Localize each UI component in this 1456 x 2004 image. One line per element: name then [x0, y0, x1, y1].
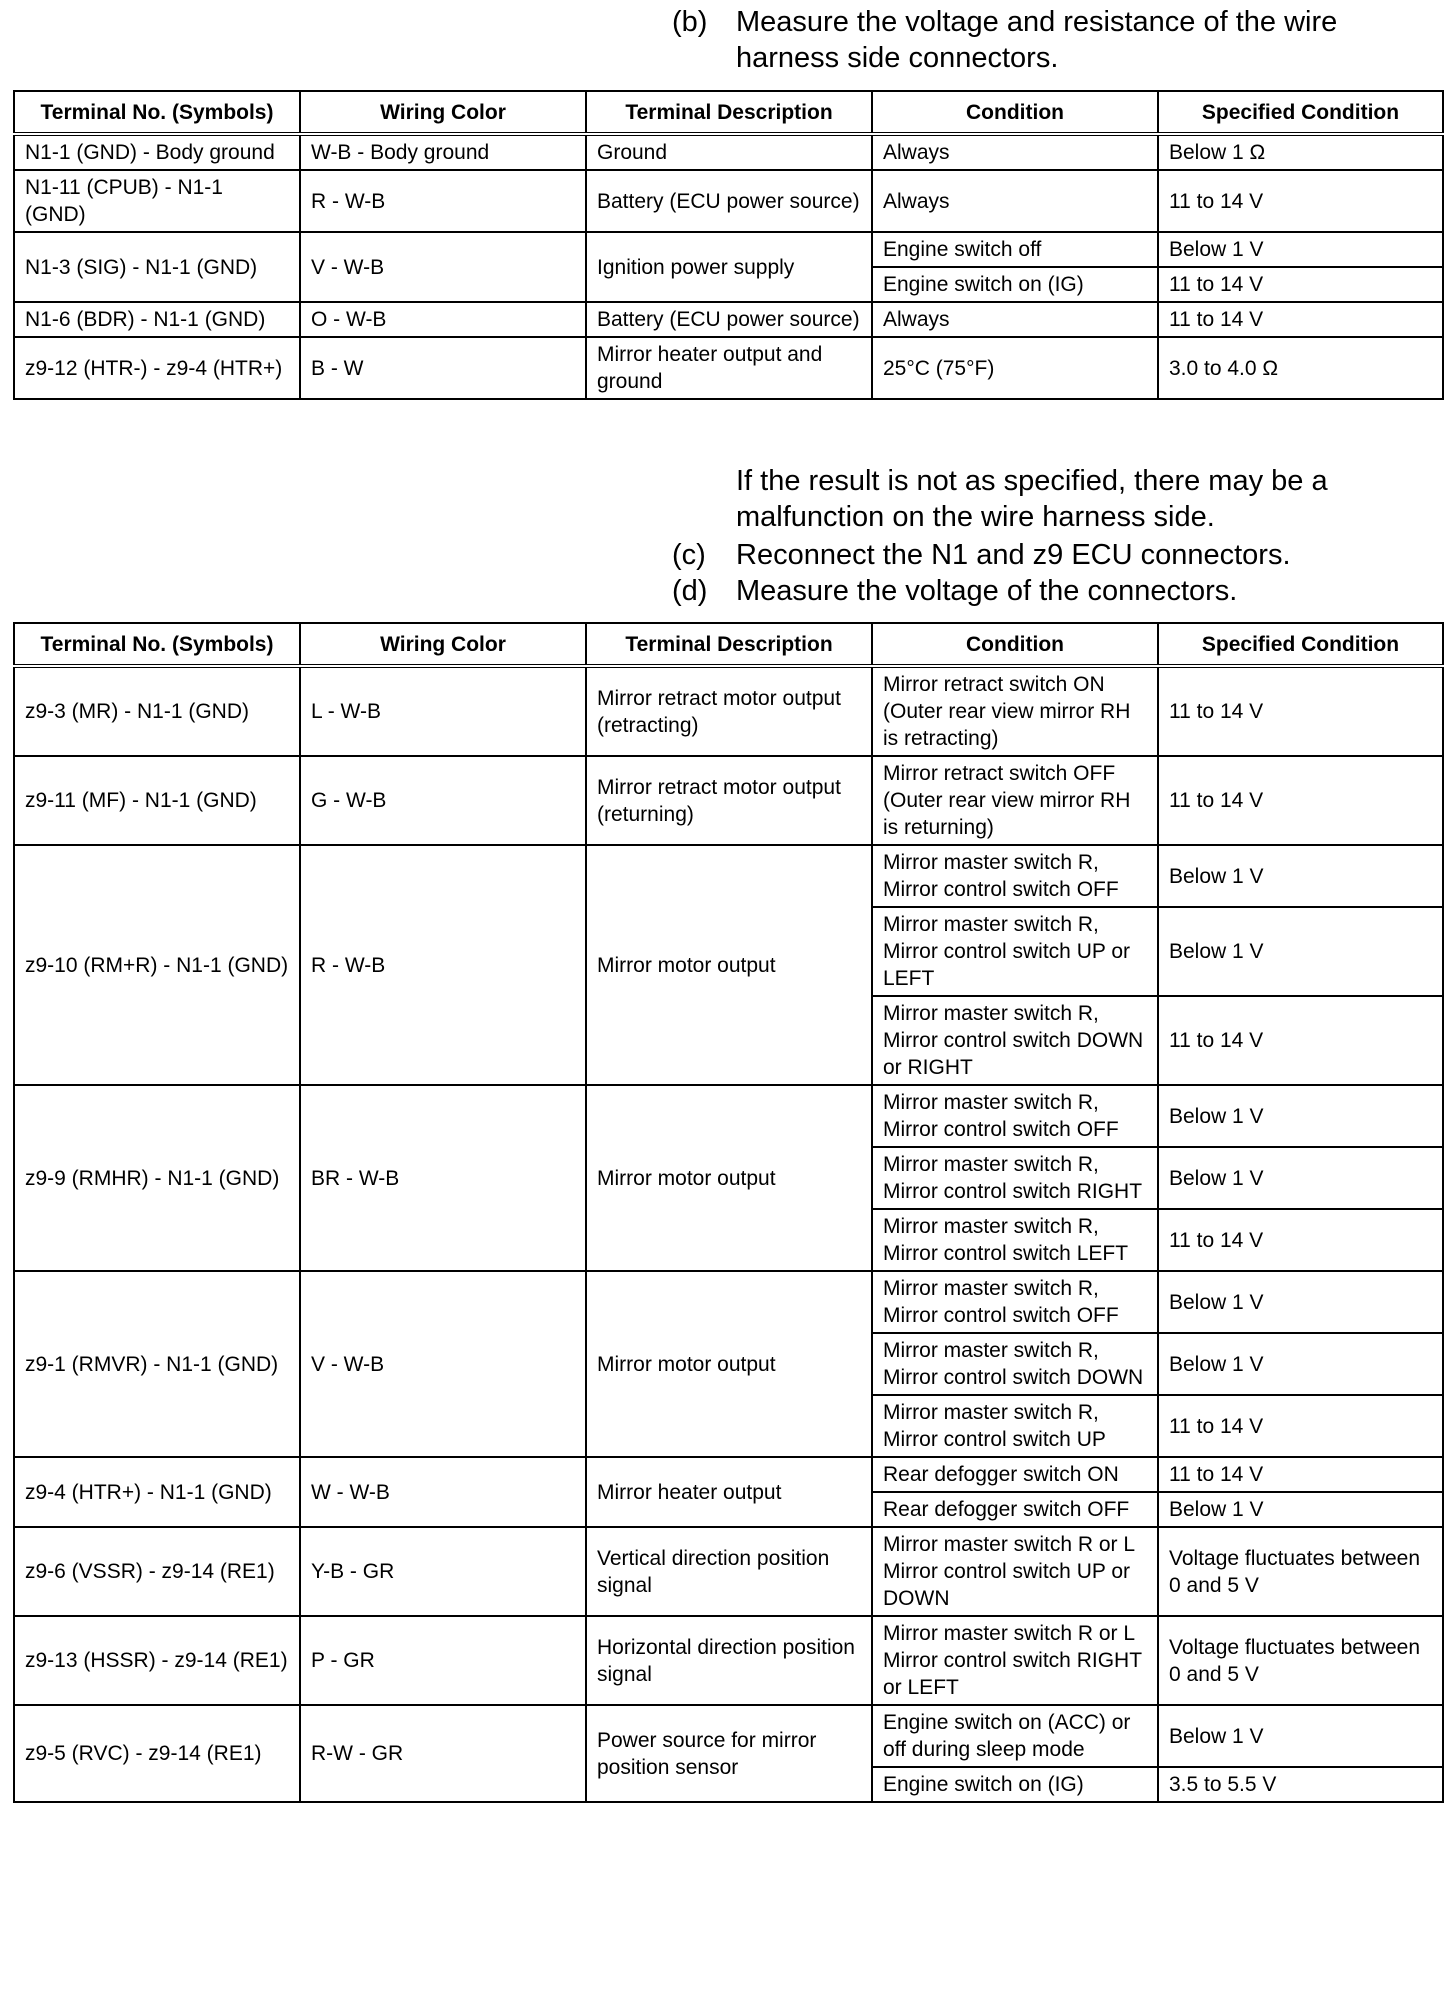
header-terminal-description: Terminal Description — [586, 623, 872, 666]
wiring-color-cell: V - W-B — [300, 1271, 586, 1457]
condition-cell: Engine switch on (IG) — [872, 1767, 1158, 1802]
condition-cell: Mirror master switch R, Mirror control switch OFF — [872, 1271, 1158, 1333]
specified-condition-cell: 11 to 14 V — [1158, 666, 1443, 756]
voltage-spec-table — [13, 622, 1444, 1803]
step-c — [672, 537, 1412, 573]
table-row — [14, 1705, 1443, 1767]
condition-cell: 25°C (75°F) — [872, 337, 1158, 399]
terminal-description-cell: Vertical direction position signal — [586, 1527, 872, 1616]
specified-condition-cell: 11 to 14 V — [1158, 1395, 1443, 1457]
specified-condition-cell: Below 1 V — [1158, 1271, 1443, 1333]
specified-condition-cell: Voltage fluctuates between 0 and 5 V — [1158, 1527, 1443, 1616]
condition-cell: Mirror retract switch ON (Outer rear view mirror RH is retracting) — [872, 666, 1158, 756]
step-d-letter: (d) — [672, 575, 708, 607]
step-b-text: Measure the voltage and resistance of the wire harness side connectors. — [736, 6, 1338, 74]
wiring-color-cell: V - W-B — [300, 232, 586, 302]
specified-condition-cell: Below 1 V — [1158, 1492, 1443, 1527]
terminal-description-cell: Power source for mirror position sensor — [586, 1705, 872, 1802]
wiring-color-cell: O - W-B — [300, 302, 586, 337]
header-specified-condition: Specified Condition — [1158, 91, 1443, 134]
condition-cell: Mirror master switch R, Mirror control switch UP or LEFT — [872, 907, 1158, 996]
condition-cell: Always — [872, 170, 1158, 232]
resistance-spec-table — [13, 90, 1444, 400]
wiring-color-cell: R - W-B — [300, 170, 586, 232]
terminal-cell: z9-3 (MR) - N1-1 (GND) — [14, 666, 300, 756]
table-header-row — [14, 623, 1443, 666]
specified-condition-cell: Below 1 V — [1158, 907, 1443, 996]
table-row — [14, 1527, 1443, 1616]
condition-cell: Mirror master switch R, Mirror control switch OFF — [872, 1085, 1158, 1147]
specified-condition-cell: 11 to 14 V — [1158, 170, 1443, 232]
wiring-color-cell: G - W-B — [300, 756, 586, 845]
table-row — [14, 1457, 1443, 1492]
terminal-description-cell: Ground — [586, 134, 872, 170]
specified-condition-cell: 3.5 to 5.5 V — [1158, 1767, 1443, 1802]
wiring-color-cell: R-W - GR — [300, 1705, 586, 1802]
terminal-cell: N1-1 (GND) - Body ground — [14, 134, 300, 170]
terminal-description-cell: Mirror retract motor output (returning) — [586, 756, 872, 845]
table-row — [14, 756, 1443, 845]
specified-condition-cell: Below 1 V — [1158, 1705, 1443, 1767]
terminal-cell: N1-3 (SIG) - N1-1 (GND) — [14, 232, 300, 302]
specified-condition-cell: 11 to 14 V — [1158, 1209, 1443, 1271]
specified-condition-cell: Below 1 V — [1158, 232, 1443, 267]
terminal-description-cell: Battery (ECU power source) — [586, 170, 872, 232]
header-wiring-color: Wiring Color — [300, 91, 586, 134]
terminal-cell: z9-6 (VSSR) - z9-14 (RE1) — [14, 1527, 300, 1616]
terminal-description-cell: Mirror motor output — [586, 845, 872, 1085]
table-row — [14, 666, 1443, 756]
terminal-description-cell: Horizontal direction position signal — [586, 1616, 872, 1705]
terminal-cell: N1-6 (BDR) - N1-1 (GND) — [14, 302, 300, 337]
wiring-color-cell: L - W-B — [300, 666, 586, 756]
condition-cell: Always — [872, 134, 1158, 170]
step-c-text: Reconnect the N1 and z9 ECU connectors. — [736, 539, 1291, 571]
wiring-color-cell: P - GR — [300, 1616, 586, 1705]
specified-condition-cell: Voltage fluctuates between 0 and 5 V — [1158, 1616, 1443, 1705]
condition-cell: Mirror master switch R, Mirror control switch LEFT — [872, 1209, 1158, 1271]
terminal-cell: z9-5 (RVC) - z9-14 (RE1) — [14, 1705, 300, 1802]
header-condition: Condition — [872, 623, 1158, 666]
header-wiring-color: Wiring Color — [300, 623, 586, 666]
header-terminal-description: Terminal Description — [586, 91, 872, 134]
terminal-cell: z9-9 (RMHR) - N1-1 (GND) — [14, 1085, 300, 1271]
terminal-cell: z9-4 (HTR+) - N1-1 (GND) — [14, 1457, 300, 1527]
specified-condition-cell: 11 to 14 V — [1158, 756, 1443, 845]
header-terminal: Terminal No. (Symbols) — [14, 91, 300, 134]
terminal-description-cell: Mirror motor output — [586, 1271, 872, 1457]
table-header-row — [14, 91, 1443, 134]
condition-cell: Mirror master switch R or L Mirror control switch UP or DOWN — [872, 1527, 1158, 1616]
condition-cell: Mirror master switch R, Mirror control switch DOWN — [872, 1333, 1158, 1395]
specified-condition-cell: 11 to 14 V — [1158, 1457, 1443, 1492]
table-row — [14, 232, 1443, 267]
wiring-color-cell: R - W-B — [300, 845, 586, 1085]
table-row — [14, 170, 1443, 232]
specified-condition-cell: 3.0 to 4.0 Ω — [1158, 337, 1443, 399]
terminal-cell: z9-12 (HTR-) - z9-4 (HTR+) — [14, 337, 300, 399]
condition-cell: Engine switch on (ACC) or off during sleep mode — [872, 1705, 1158, 1767]
condition-cell: Always — [872, 302, 1158, 337]
specified-condition-cell: 11 to 14 V — [1158, 996, 1443, 1085]
terminal-description-cell: Mirror heater output — [586, 1457, 872, 1527]
condition-cell: Mirror master switch R, Mirror control switch UP — [872, 1395, 1158, 1457]
step-b — [672, 4, 1412, 76]
specified-condition-cell: 11 to 14 V — [1158, 302, 1443, 337]
terminal-description-cell: Mirror heater output and ground — [586, 337, 872, 399]
table-row — [14, 1616, 1443, 1705]
specified-condition-cell: Below 1 V — [1158, 1085, 1443, 1147]
condition-cell: Rear defogger switch OFF — [872, 1492, 1158, 1527]
terminal-cell: N1-11 (CPUB) - N1-1 (GND) — [14, 170, 300, 232]
terminal-description-cell: Battery (ECU power source) — [586, 302, 872, 337]
condition-cell: Mirror master switch R or L Mirror control switch RIGHT or LEFT — [872, 1616, 1158, 1705]
step-d — [672, 573, 1412, 609]
specified-condition-cell: Below 1 V — [1158, 1333, 1443, 1395]
terminal-cell: z9-13 (HSSR) - z9-14 (RE1) — [14, 1616, 300, 1705]
header-terminal: Terminal No. (Symbols) — [14, 623, 300, 666]
specified-condition-cell: Below 1 V — [1158, 1147, 1443, 1209]
specified-condition-cell: Below 1 V — [1158, 845, 1443, 907]
specified-condition-cell: Below 1 Ω — [1158, 134, 1443, 170]
terminal-description-cell: Ignition power supply — [586, 232, 872, 302]
wiring-color-cell: W - W-B — [300, 1457, 586, 1527]
terminal-cell: z9-11 (MF) - N1-1 (GND) — [14, 756, 300, 845]
table-row — [14, 302, 1443, 337]
wiring-color-cell: Y-B - GR — [300, 1527, 586, 1616]
terminal-cell: z9-1 (RMVR) - N1-1 (GND) — [14, 1271, 300, 1457]
table-row — [14, 1271, 1443, 1333]
table-row — [14, 845, 1443, 907]
condition-cell: Engine switch on (IG) — [872, 267, 1158, 302]
malfunction-note: If the result is not as specified, there may be a malfunction on the wire harness side. — [736, 465, 1328, 533]
specified-condition-cell: 11 to 14 V — [1158, 267, 1443, 302]
table-row — [14, 1085, 1443, 1147]
step-d-text: Measure the voltage of the connectors. — [736, 575, 1238, 607]
terminal-cell: z9-10 (RM+R) - N1-1 (GND) — [14, 845, 300, 1085]
wiring-color-cell: BR - W-B — [300, 1085, 586, 1271]
terminal-description-cell: Mirror retract motor output (retracting) — [586, 666, 872, 756]
step-b-letter: (b) — [672, 6, 708, 38]
table-row — [14, 337, 1443, 399]
condition-cell: Rear defogger switch ON — [872, 1457, 1158, 1492]
step-c-letter: (c) — [672, 539, 706, 571]
condition-cell: Mirror master switch R, Mirror control switch OFF — [872, 845, 1158, 907]
condition-cell: Mirror master switch R, Mirror control switch RIGHT — [872, 1147, 1158, 1209]
table-row — [14, 134, 1443, 170]
terminal-description-cell: Mirror motor output — [586, 1085, 872, 1271]
wiring-color-cell: B - W — [300, 337, 586, 399]
header-condition: Condition — [872, 91, 1158, 134]
header-specified-condition: Specified Condition — [1158, 623, 1443, 666]
condition-cell: Engine switch off — [872, 232, 1158, 267]
condition-cell: Mirror master switch R, Mirror control switch DOWN or RIGHT — [872, 996, 1158, 1085]
wiring-color-cell: W-B - Body ground — [300, 134, 586, 170]
condition-cell: Mirror retract switch OFF (Outer rear view mirror RH is returning) — [872, 756, 1158, 845]
